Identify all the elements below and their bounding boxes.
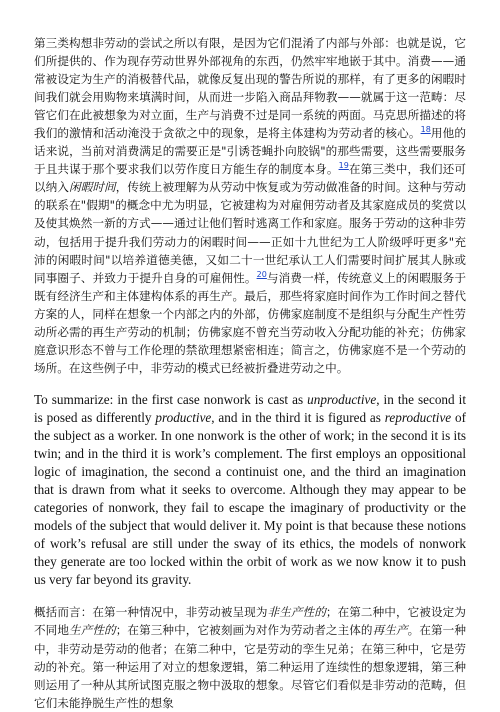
en-emphasis-reproductive: reproductive [384, 409, 452, 425]
zh-summary-text-4: 。在第一种中，非劳动是劳动的他者；在第二种中，它是劳动的孪生兄弟；在第三种中，它是劳动的补充。第一种运用了对立的想象逻辑，第二种运用了连续性的想象逻辑，第三种则运用了一种从其所试图克服之物中汲取的想象。尽管它们看似是非劳动的范畴，但它们未能挣脱生产性的想象 [34, 623, 466, 710]
footnote-link-18[interactable]: 18 [420, 125, 431, 135]
en-text-1: To summarize: in the first case nonwork is cast as [34, 391, 308, 407]
zh-summary-emphasis-unproductive: 非生产性的 [267, 605, 326, 620]
zh-summary-text-3: ；在第三种中，它被刻画为对作为劳动者之主体的 [115, 623, 373, 638]
zh-summary-text-2: ；在第二种中，它被设定为不同地 [34, 605, 466, 638]
footnote-link-20[interactable]: 20 [256, 269, 267, 279]
zh-text-2: 用他的话来说，当前对消费满足的需要正是"引诱苍蝇扑向胶锅"的那些需要，这些需要服务于且共谋于那个要求我们以劳作度日方能生存的制度本身。 [34, 126, 467, 177]
chinese-paragraph-summary [34, 603, 466, 711]
footnote-ref-20[interactable] [257, 270, 267, 279]
zh-summary-text-1: 概括而言：在第一种情况中，非劳动被呈现为 [34, 605, 268, 620]
footnote-link-19[interactable]: 19 [338, 161, 349, 171]
zh-summary-emphasis-productive: 生产性的 [69, 623, 116, 638]
zh-text-4: ，传统上被理解为从劳动中恢复或为劳动做准备的时间。这种与劳动的联系在"假期"的概念中尤为明显，它被建构为对雇佣劳动者及其家庭成员的奖赏以及使其焕然一新的方式——通过让他们暂时逃离工作和家庭。服务于劳动的这种非劳动，包括用于提升我们劳动力的闲暇时间——正如十九世纪为工人阶级呼吁更多"充沛的闲暇时间"以培养道德美德，又如二十一世纪承认工人们需要时间扩展其人脉或同事圈子、并致力于提升自身的可雇佣性。 [34, 180, 466, 285]
english-paragraph-summary [34, 391, 466, 590]
footnote-ref-18[interactable] [421, 125, 431, 134]
zh-text-1: 第三类构想非劳动的尝试之所以有限，是因为它们混淆了内部与外部：也就是说，它们所提供的、作为现存劳动世界外部视角的东西，仍然牢牢地嵌于其中。消费——通常被设定为生产的消极替代品，就像反复出现的警告所说的那样，有了更多的闲暇时间我们就会用购物来填满时间，从而进一步陷入商品拜物教——就属于这一范畴：尽管它们在此被想象为对立面，生产与消费不过是同一系统的两面。马克思所描述的将我们的激情和活动淹没于贪欲之中的现象，是将主体建构为劳动者的核心。 [34, 36, 466, 141]
chinese-paragraph-main [34, 34, 466, 377]
en-emphasis-unproductive: unproductive [307, 391, 377, 407]
zh-emphasis-leisure-time: 闲暇时间 [69, 180, 116, 195]
zh-text-5: 与消费一样，传统意义上的闲暇服务于既有经济生产和主体建构体系的再生产。最后，那些将家庭时间作为工作时间之替代方案的人，同样在想象一个内部之内的外部，仿佛家庭制度不是组织与分配生产性劳动所必需的再生产劳动的机制；仿佛家庭不曾充当劳动收入分配功能的补充；仿佛家庭意识形态不曾与工作伦理的禁欲理想紧密相连；简言之，仿佛家庭不是一个劳动的场所。在这些例子中，非劳动的模式已经被折叠进劳动之中。 [34, 270, 466, 375]
zh-summary-emphasis-reproduction: 再生产 [372, 623, 408, 638]
footnote-ref-19[interactable] [339, 161, 349, 170]
zh-text-3: 在第三类中，我们还可以纳入 [34, 162, 466, 195]
en-text-3: , and in the third it is figured as [211, 409, 385, 425]
en-text-2: , in the second it is posed as differently [34, 391, 466, 425]
en-text-4: of the subject as a worker. In one nonwork is the other of work; in the second it is its twin; and in the third it is work’s complement. The first employs an oppositional logic of imagination, the second a continuist one, and the third an imagination that is drawn from what it seeks to overcome. Although they may appear to be categories of nonwork, they fail to escape the imaginary of productivity or the models of the subject that would deliver it. My point is that because these notions of work’s refusal are still under the sway of its ethics, the models of nonwork they generate are too locked within the orbit of work as we now know it to push us very far beyond its gravity. [34, 409, 466, 588]
en-emphasis-productive: productive [155, 409, 212, 425]
